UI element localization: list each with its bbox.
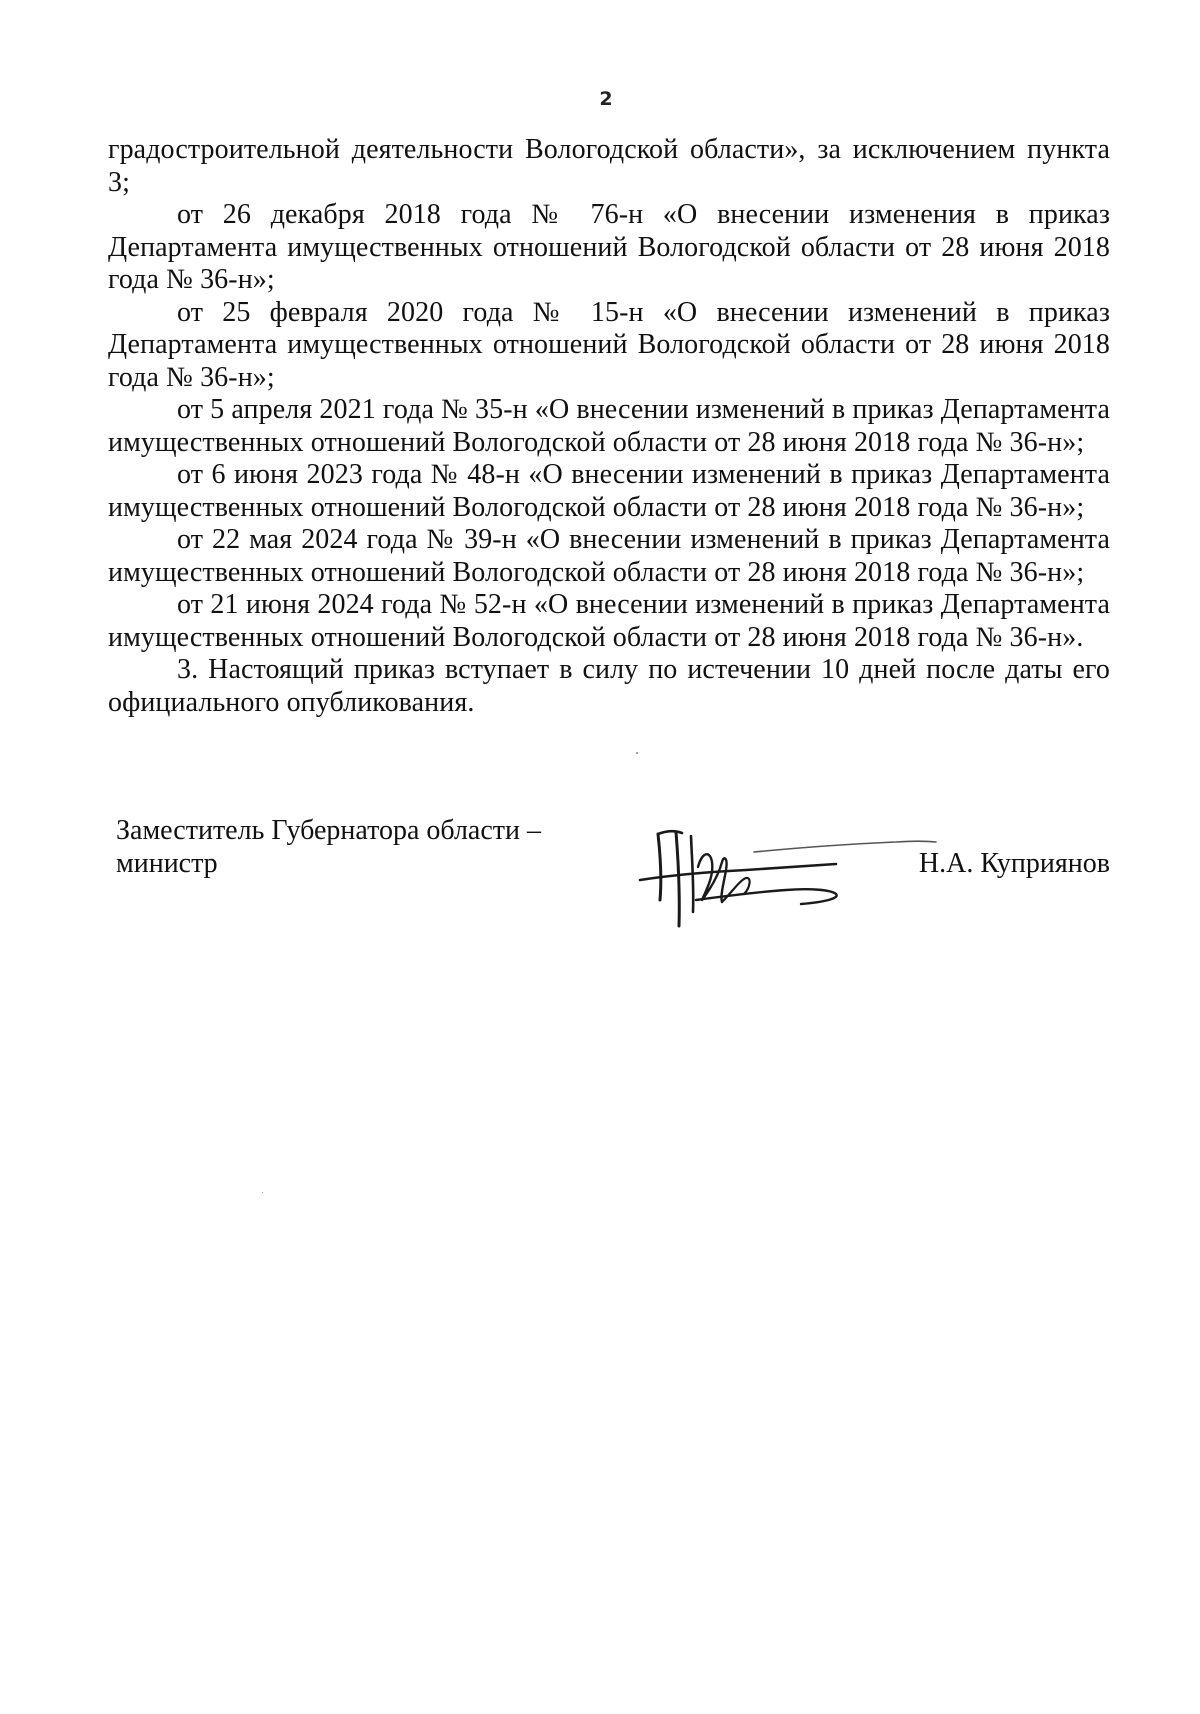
- paragraph-order-35n: от 5 апреля 2021 года № 35-н «О внесении изменений в приказ Департамента имущественных отношений Вологодской области от 28 июня 2018 года № 36-н»;: [108, 394, 1110, 458]
- signature-block: [116, 814, 1110, 954]
- paragraph-order-39n: от 22 мая 2024 года № 39-н «О внесении изменений в приказ Департамента имущественных отношений Вологодской области от 28 июня 2018 года № 36-н»;: [108, 524, 1110, 588]
- signatory-name: Н.А. Куприянов: [918, 848, 1110, 879]
- signatory-position-line2: министр: [116, 848, 218, 879]
- signatory-position: [116, 814, 541, 880]
- signatory-position-line1: Заместитель Губернатора области –: [116, 815, 541, 846]
- body-text: [108, 134, 1110, 719]
- paragraph-order-52n: от 21 июня 2024 года № 52-н «О внесении изменений в приказ Департамента имущественных отношений Вологодской области от 28 июня 2018 года № 36-н».: [108, 589, 1110, 653]
- paragraph-continuation: градостроительной деятельности Вологодской области», за исключением пункта 3;: [108, 134, 1110, 198]
- paragraph-order-48n: от 6 июня 2023 года № 48-н «О внесении изменений в приказ Департамента имущественных отношений Вологодской области от 28 июня 2018 года № 36-н»;: [108, 459, 1110, 523]
- scan-speck: [636, 752, 638, 754]
- handwritten-signature-icon: [636, 822, 946, 932]
- paragraph-effective-date: 3. Настоящий приказ вступает в силу по истечении 10 дней после даты его официального опубликования.: [108, 654, 1110, 718]
- scan-speck: [262, 1192, 263, 1193]
- paragraph-order-15n: от 25 февраля 2020 года № 15-н «О внесении изменений в приказ Департамента имущественных отношений Вологодской области от 28 июня 2018 года № 36-н»;: [108, 296, 1110, 393]
- page-number: 2: [599, 88, 613, 110]
- paragraph-order-76n: от 26 декабря 2018 года № 76-н «О внесении изменения в приказ Департамента имущественных отношений Вологодской области от 28 июня 2018 года № 36-н»;: [108, 199, 1110, 295]
